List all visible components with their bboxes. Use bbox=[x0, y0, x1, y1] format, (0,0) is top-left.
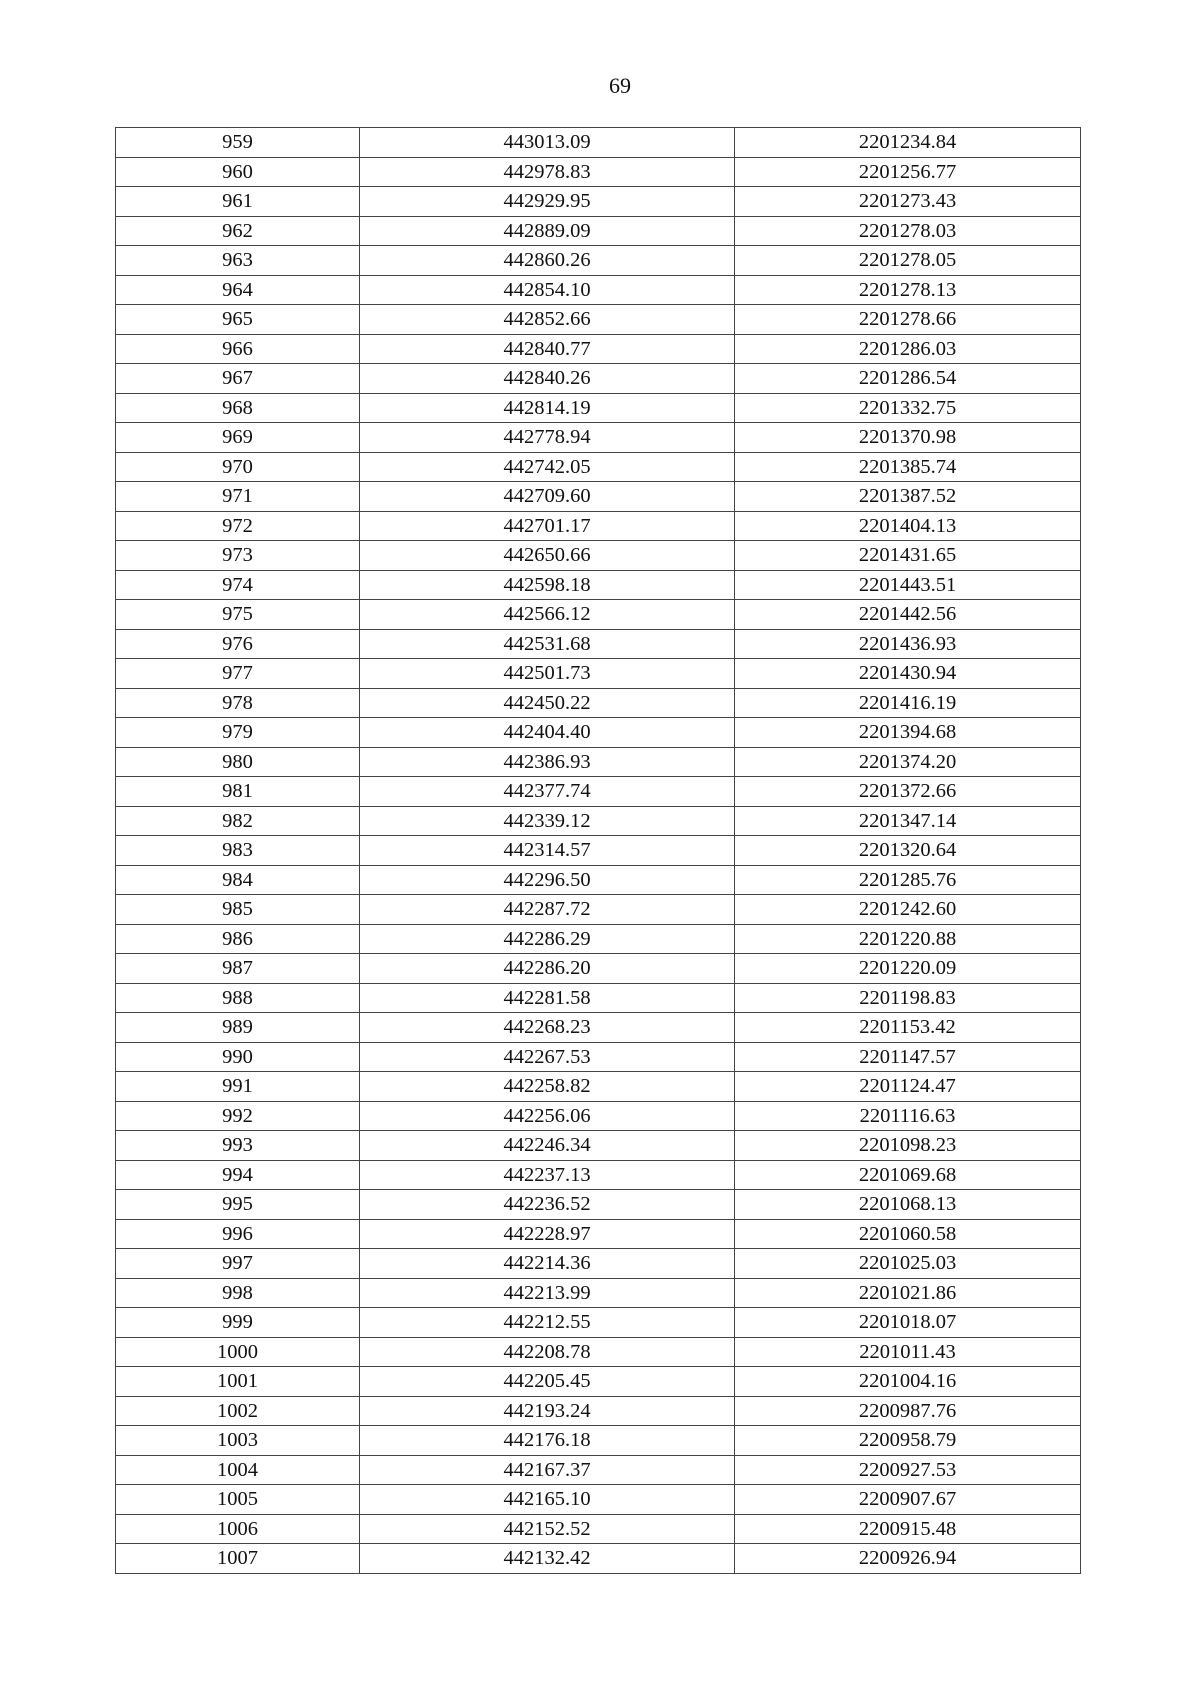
point-number-cell: 992 bbox=[116, 1101, 360, 1131]
x-coordinate-cell: 442228.97 bbox=[360, 1219, 735, 1249]
point-number-cell: 973 bbox=[116, 541, 360, 571]
table-row bbox=[116, 305, 1081, 335]
table-row bbox=[116, 482, 1081, 512]
x-coordinate-cell: 442165.10 bbox=[360, 1485, 735, 1515]
y-coordinate-cell: 2200915.48 bbox=[735, 1514, 1081, 1544]
x-coordinate-cell: 442268.23 bbox=[360, 1013, 735, 1043]
point-number-cell: 965 bbox=[116, 305, 360, 335]
table-row bbox=[116, 629, 1081, 659]
table-row bbox=[116, 216, 1081, 246]
point-number-cell: 981 bbox=[116, 777, 360, 807]
x-coordinate-cell: 442929.95 bbox=[360, 187, 735, 217]
point-number-cell: 974 bbox=[116, 570, 360, 600]
y-coordinate-cell: 2201320.64 bbox=[735, 836, 1081, 866]
coordinates-table bbox=[115, 127, 1081, 1574]
table-row bbox=[116, 1455, 1081, 1485]
y-coordinate-cell: 2201256.77 bbox=[735, 157, 1081, 187]
y-coordinate-cell: 2201198.83 bbox=[735, 983, 1081, 1013]
x-coordinate-cell: 442167.37 bbox=[360, 1455, 735, 1485]
x-coordinate-cell: 442286.20 bbox=[360, 954, 735, 984]
point-number-cell: 960 bbox=[116, 157, 360, 187]
y-coordinate-cell: 2200958.79 bbox=[735, 1426, 1081, 1456]
point-number-cell: 963 bbox=[116, 246, 360, 276]
table-row bbox=[116, 541, 1081, 571]
y-coordinate-cell: 2201025.03 bbox=[735, 1249, 1081, 1279]
point-number-cell: 993 bbox=[116, 1131, 360, 1161]
point-number-cell: 1001 bbox=[116, 1367, 360, 1397]
x-coordinate-cell: 442205.45 bbox=[360, 1367, 735, 1397]
table-row bbox=[116, 1367, 1081, 1397]
point-number-cell: 975 bbox=[116, 600, 360, 630]
y-coordinate-cell: 2201278.66 bbox=[735, 305, 1081, 335]
y-coordinate-cell: 2201242.60 bbox=[735, 895, 1081, 925]
y-coordinate-cell: 2201374.20 bbox=[735, 747, 1081, 777]
point-number-cell: 969 bbox=[116, 423, 360, 453]
x-coordinate-cell: 442840.77 bbox=[360, 334, 735, 364]
x-coordinate-cell: 442978.83 bbox=[360, 157, 735, 187]
table-row bbox=[116, 688, 1081, 718]
y-coordinate-cell: 2201443.51 bbox=[735, 570, 1081, 600]
x-coordinate-cell: 442286.29 bbox=[360, 924, 735, 954]
x-coordinate-cell: 442339.12 bbox=[360, 806, 735, 836]
x-coordinate-cell: 442246.34 bbox=[360, 1131, 735, 1161]
table-row bbox=[116, 659, 1081, 689]
table-row bbox=[116, 1249, 1081, 1279]
point-number-cell: 970 bbox=[116, 452, 360, 482]
table-row bbox=[116, 836, 1081, 866]
x-coordinate-cell: 442176.18 bbox=[360, 1426, 735, 1456]
y-coordinate-cell: 2201416.19 bbox=[735, 688, 1081, 718]
y-coordinate-cell: 2201018.07 bbox=[735, 1308, 1081, 1338]
y-coordinate-cell: 2201370.98 bbox=[735, 423, 1081, 453]
point-number-cell: 986 bbox=[116, 924, 360, 954]
point-number-cell: 991 bbox=[116, 1072, 360, 1102]
x-coordinate-cell: 442598.18 bbox=[360, 570, 735, 600]
x-coordinate-cell: 442742.05 bbox=[360, 452, 735, 482]
y-coordinate-cell: 2201442.56 bbox=[735, 600, 1081, 630]
table-row bbox=[116, 128, 1081, 158]
x-coordinate-cell: 442814.19 bbox=[360, 393, 735, 423]
y-coordinate-cell: 2201116.63 bbox=[735, 1101, 1081, 1131]
table-row bbox=[116, 1337, 1081, 1367]
point-number-cell: 1006 bbox=[116, 1514, 360, 1544]
y-coordinate-cell: 2201278.03 bbox=[735, 216, 1081, 246]
table-row bbox=[116, 747, 1081, 777]
y-coordinate-cell: 2201431.65 bbox=[735, 541, 1081, 571]
x-coordinate-cell: 442267.53 bbox=[360, 1042, 735, 1072]
table-row bbox=[116, 423, 1081, 453]
table-row bbox=[116, 1514, 1081, 1544]
table-row bbox=[116, 806, 1081, 836]
x-coordinate-cell: 442840.26 bbox=[360, 364, 735, 394]
y-coordinate-cell: 2201098.23 bbox=[735, 1131, 1081, 1161]
table-row bbox=[116, 393, 1081, 423]
x-coordinate-cell: 442566.12 bbox=[360, 600, 735, 630]
x-coordinate-cell: 442404.40 bbox=[360, 718, 735, 748]
table-row bbox=[116, 1544, 1081, 1574]
y-coordinate-cell: 2201387.52 bbox=[735, 482, 1081, 512]
point-number-cell: 1005 bbox=[116, 1485, 360, 1515]
table-row bbox=[116, 954, 1081, 984]
point-number-cell: 1004 bbox=[116, 1455, 360, 1485]
point-number-cell: 979 bbox=[116, 718, 360, 748]
x-coordinate-cell: 442258.82 bbox=[360, 1072, 735, 1102]
y-coordinate-cell: 2201234.84 bbox=[735, 128, 1081, 158]
y-coordinate-cell: 2200927.53 bbox=[735, 1455, 1081, 1485]
y-coordinate-cell: 2201278.05 bbox=[735, 246, 1081, 276]
x-coordinate-cell: 442889.09 bbox=[360, 216, 735, 246]
point-number-cell: 976 bbox=[116, 629, 360, 659]
table-row bbox=[116, 718, 1081, 748]
table-row bbox=[116, 452, 1081, 482]
point-number-cell: 959 bbox=[116, 128, 360, 158]
x-coordinate-cell: 442256.06 bbox=[360, 1101, 735, 1131]
x-coordinate-cell: 442287.72 bbox=[360, 895, 735, 925]
point-number-cell: 1002 bbox=[116, 1396, 360, 1426]
table-row bbox=[116, 777, 1081, 807]
table-row bbox=[116, 1485, 1081, 1515]
x-coordinate-cell: 442237.13 bbox=[360, 1160, 735, 1190]
y-coordinate-cell: 2201332.75 bbox=[735, 393, 1081, 423]
point-number-cell: 980 bbox=[116, 747, 360, 777]
y-coordinate-cell: 2201153.42 bbox=[735, 1013, 1081, 1043]
table-row bbox=[116, 157, 1081, 187]
y-coordinate-cell: 2201004.16 bbox=[735, 1367, 1081, 1397]
point-number-cell: 984 bbox=[116, 865, 360, 895]
point-number-cell: 988 bbox=[116, 983, 360, 1013]
y-coordinate-cell: 2201060.58 bbox=[735, 1219, 1081, 1249]
table-row bbox=[116, 895, 1081, 925]
point-number-cell: 977 bbox=[116, 659, 360, 689]
table-row bbox=[116, 865, 1081, 895]
x-coordinate-cell: 442296.50 bbox=[360, 865, 735, 895]
page-number: 69 bbox=[609, 73, 631, 98]
x-coordinate-cell: 442314.57 bbox=[360, 836, 735, 866]
y-coordinate-cell: 2201220.88 bbox=[735, 924, 1081, 954]
x-coordinate-cell: 443013.09 bbox=[360, 128, 735, 158]
point-number-cell: 994 bbox=[116, 1160, 360, 1190]
table-row bbox=[116, 924, 1081, 954]
table-row bbox=[116, 511, 1081, 541]
y-coordinate-cell: 2201273.43 bbox=[735, 187, 1081, 217]
table-row bbox=[116, 1190, 1081, 1220]
table-row bbox=[116, 1101, 1081, 1131]
y-coordinate-cell: 2200907.67 bbox=[735, 1485, 1081, 1515]
y-coordinate-cell: 2201372.66 bbox=[735, 777, 1081, 807]
table-row bbox=[116, 1278, 1081, 1308]
y-coordinate-cell: 2201068.13 bbox=[735, 1190, 1081, 1220]
table-row bbox=[116, 187, 1081, 217]
point-number-cell: 972 bbox=[116, 511, 360, 541]
y-coordinate-cell: 2201220.09 bbox=[735, 954, 1081, 984]
x-coordinate-cell: 442132.42 bbox=[360, 1544, 735, 1574]
point-number-cell: 985 bbox=[116, 895, 360, 925]
point-number-cell: 987 bbox=[116, 954, 360, 984]
point-number-cell: 968 bbox=[116, 393, 360, 423]
point-number-cell: 961 bbox=[116, 187, 360, 217]
y-coordinate-cell: 2201394.68 bbox=[735, 718, 1081, 748]
x-coordinate-cell: 442860.26 bbox=[360, 246, 735, 276]
y-coordinate-cell: 2201021.86 bbox=[735, 1278, 1081, 1308]
x-coordinate-cell: 442212.55 bbox=[360, 1308, 735, 1338]
y-coordinate-cell: 2201069.68 bbox=[735, 1160, 1081, 1190]
point-number-cell: 990 bbox=[116, 1042, 360, 1072]
point-number-cell: 995 bbox=[116, 1190, 360, 1220]
point-number-cell: 964 bbox=[116, 275, 360, 305]
point-number-cell: 997 bbox=[116, 1249, 360, 1279]
y-coordinate-cell: 2201385.74 bbox=[735, 452, 1081, 482]
x-coordinate-cell: 442208.78 bbox=[360, 1337, 735, 1367]
x-coordinate-cell: 442701.17 bbox=[360, 511, 735, 541]
x-coordinate-cell: 442854.10 bbox=[360, 275, 735, 305]
y-coordinate-cell: 2200926.94 bbox=[735, 1544, 1081, 1574]
y-coordinate-cell: 2201285.76 bbox=[735, 865, 1081, 895]
x-coordinate-cell: 442852.66 bbox=[360, 305, 735, 335]
point-number-cell: 983 bbox=[116, 836, 360, 866]
point-number-cell: 998 bbox=[116, 1278, 360, 1308]
table-row bbox=[116, 334, 1081, 364]
point-number-cell: 989 bbox=[116, 1013, 360, 1043]
point-number-cell: 978 bbox=[116, 688, 360, 718]
y-coordinate-cell: 2201124.47 bbox=[735, 1072, 1081, 1102]
y-coordinate-cell: 2201147.57 bbox=[735, 1042, 1081, 1072]
table-row bbox=[116, 570, 1081, 600]
point-number-cell: 966 bbox=[116, 334, 360, 364]
table-row bbox=[116, 364, 1081, 394]
point-number-cell: 1003 bbox=[116, 1426, 360, 1456]
y-coordinate-cell: 2201347.14 bbox=[735, 806, 1081, 836]
x-coordinate-cell: 442281.58 bbox=[360, 983, 735, 1013]
point-number-cell: 1000 bbox=[116, 1337, 360, 1367]
x-coordinate-cell: 442650.66 bbox=[360, 541, 735, 571]
x-coordinate-cell: 442386.93 bbox=[360, 747, 735, 777]
table-row bbox=[116, 1072, 1081, 1102]
point-number-cell: 971 bbox=[116, 482, 360, 512]
table-row bbox=[116, 1219, 1081, 1249]
x-coordinate-cell: 442450.22 bbox=[360, 688, 735, 718]
x-coordinate-cell: 442377.74 bbox=[360, 777, 735, 807]
x-coordinate-cell: 442531.68 bbox=[360, 629, 735, 659]
y-coordinate-cell: 2201286.54 bbox=[735, 364, 1081, 394]
x-coordinate-cell: 442778.94 bbox=[360, 423, 735, 453]
x-coordinate-cell: 442236.52 bbox=[360, 1190, 735, 1220]
point-number-cell: 1007 bbox=[116, 1544, 360, 1574]
table-row bbox=[116, 1013, 1081, 1043]
y-coordinate-cell: 2201011.43 bbox=[735, 1337, 1081, 1367]
x-coordinate-cell: 442213.99 bbox=[360, 1278, 735, 1308]
y-coordinate-cell: 2201404.13 bbox=[735, 511, 1081, 541]
table-row bbox=[116, 600, 1081, 630]
table-row bbox=[116, 1131, 1081, 1161]
table-row bbox=[116, 246, 1081, 276]
y-coordinate-cell: 2200987.76 bbox=[735, 1396, 1081, 1426]
table-row bbox=[116, 1042, 1081, 1072]
x-coordinate-cell: 442193.24 bbox=[360, 1396, 735, 1426]
table-row bbox=[116, 1160, 1081, 1190]
point-number-cell: 967 bbox=[116, 364, 360, 394]
table-row bbox=[116, 1396, 1081, 1426]
x-coordinate-cell: 442214.36 bbox=[360, 1249, 735, 1279]
point-number-cell: 996 bbox=[116, 1219, 360, 1249]
y-coordinate-cell: 2201286.03 bbox=[735, 334, 1081, 364]
x-coordinate-cell: 442709.60 bbox=[360, 482, 735, 512]
table-row bbox=[116, 1308, 1081, 1338]
point-number-cell: 999 bbox=[116, 1308, 360, 1338]
table-row bbox=[116, 983, 1081, 1013]
point-number-cell: 962 bbox=[116, 216, 360, 246]
coordinates-table-body bbox=[116, 128, 1081, 1574]
table-row bbox=[116, 275, 1081, 305]
y-coordinate-cell: 2201436.93 bbox=[735, 629, 1081, 659]
y-coordinate-cell: 2201430.94 bbox=[735, 659, 1081, 689]
table-row bbox=[116, 1426, 1081, 1456]
x-coordinate-cell: 442152.52 bbox=[360, 1514, 735, 1544]
point-number-cell: 982 bbox=[116, 806, 360, 836]
y-coordinate-cell: 2201278.13 bbox=[735, 275, 1081, 305]
x-coordinate-cell: 442501.73 bbox=[360, 659, 735, 689]
